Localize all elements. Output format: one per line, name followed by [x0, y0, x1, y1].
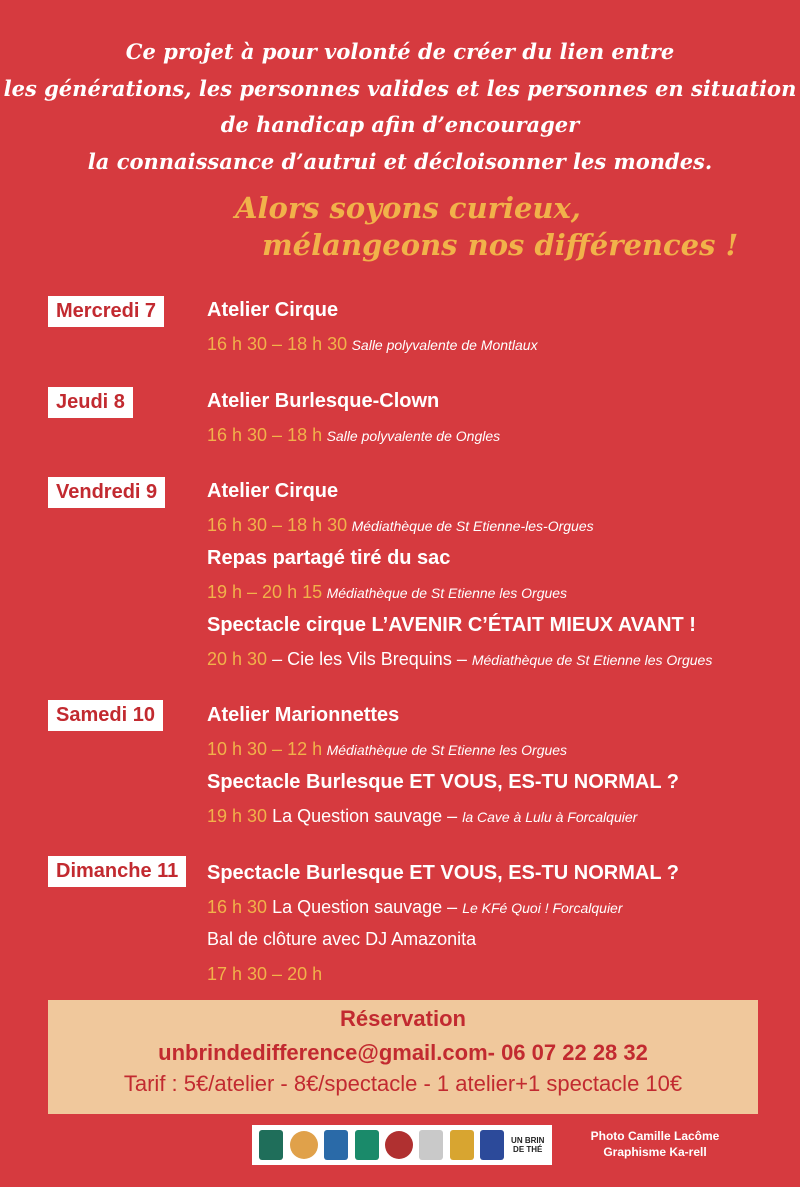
event-place: Médiathèque de St Etienne-les-Orgues [351, 518, 594, 534]
event-place: Salle polyvalente de Montlaux [351, 337, 538, 353]
event-title: Atelier Cirque [207, 480, 339, 502]
day-badge-dimanche: Dimanche 11 [48, 856, 186, 887]
partner-logos [252, 1125, 552, 1165]
event-title: Spectacle Burlesque ET VOUS, ES-TU NORMAL ? [207, 771, 679, 793]
credit-agricole-logo-icon [355, 1130, 379, 1160]
event-company: – Cie les Vils Brequins – [267, 649, 472, 669]
event-details [207, 515, 594, 536]
event-time: 16 h 30 – 18 h 30 [207, 515, 348, 535]
slogan-line-1: Alors soyons curieux, [235, 191, 581, 225]
day-badge-vendredi: Vendredi 9 [48, 477, 165, 508]
event-place: Salle polyvalente de Ongles [326, 428, 501, 444]
photo-credit: Photo Camille Lacôme [590, 1129, 720, 1143]
event-company: La Question sauvage – [267, 897, 463, 917]
event-title: Atelier Cirque [207, 299, 339, 321]
reservation-price: Tarif : 5€/atelier - 8€/spectacle - 1 atelier+1 spectacle 10€ [123, 1071, 683, 1096]
un-brin-de-the-logo: UN BRIN DE THÉ [511, 1136, 545, 1154]
reservation-title: Réservation [340, 1006, 466, 1031]
day-badge-jeudi: Jeudi 8 [48, 387, 133, 418]
wave-logo-icon [324, 1130, 348, 1160]
intro-line: la connaissance d’autrui et décloisonner les mondes. [87, 148, 713, 174]
intro-line: les générations, les personnes valides et les personnes en situation [3, 75, 797, 101]
event-title: Spectacle Burlesque ET VOUS, ES-TU NORMAL ? [207, 862, 679, 884]
event-place: Médiathèque de St Etienne les Orgues [326, 585, 568, 601]
event-title: Bal de clôture avec DJ Amazonita [207, 929, 477, 949]
design-credit: Graphisme Ka-rell [603, 1145, 707, 1159]
reservation-box [48, 1000, 758, 1114]
ongles-crest-icon [480, 1130, 504, 1160]
event-time: 19 h – 20 h 15 [207, 582, 323, 602]
event-place: Le KFé Quoi ! Forcalquier [462, 900, 623, 916]
event-time: 19 h 30 [207, 806, 268, 826]
event-title: Atelier Marionnettes [207, 704, 400, 726]
event-place: Médiathèque de St Etienne les Orgues [326, 742, 568, 758]
day-badge-samedi: Samedi 10 [48, 700, 163, 731]
event-company: La Question sauvage – [267, 806, 463, 826]
event-title: Spectacle cirque L’AVENIR C’ÉTAIT MIEUX AVANT ! [207, 614, 696, 636]
village-logo-icon [419, 1130, 443, 1160]
event-time: 20 h 30 [207, 649, 268, 669]
intro-line: Ce projet à pour volonté de créer du lien entre [125, 39, 675, 64]
circle-badge-logo-icon [385, 1131, 413, 1159]
event-details [207, 964, 322, 985]
forcalquier-logo-icon [290, 1131, 318, 1159]
event-details [207, 739, 567, 760]
event-time: 17 h 30 – 20 h [207, 964, 323, 984]
event-title: Repas partagé tiré du sac [207, 547, 451, 569]
event-time: 10 h 30 – 12 h [207, 739, 323, 759]
event-details [207, 425, 500, 446]
event-details [207, 649, 712, 670]
event-details [207, 334, 538, 355]
department-logo-icon [259, 1130, 283, 1160]
event-place: Médiathèque de St Etienne les Orgues [471, 652, 713, 668]
event-time: 16 h 30 [207, 897, 268, 917]
montlaux-crest-icon [450, 1130, 474, 1160]
credits [565, 1128, 745, 1160]
event-details [207, 806, 637, 827]
intro-text [0, 34, 800, 180]
event-time: 16 h 30 – 18 h [207, 425, 323, 445]
event-place: la Cave à Lulu à Forcalquier [462, 809, 638, 825]
day-badge-mercredi: Mercredi 7 [48, 296, 164, 327]
event-details [207, 897, 623, 918]
slogan-line-2: mélangeons nos différences ! [262, 228, 739, 262]
event-title: Atelier Burlesque-Clown [207, 390, 440, 412]
intro-line: de handicap afin d’encourager [220, 112, 580, 137]
reservation-contact: unbrindedifference@gmail.com- 06 07 22 28 32 [158, 1040, 648, 1065]
event-time: 16 h 30 – 18 h 30 [207, 334, 348, 354]
event-details [207, 582, 567, 603]
